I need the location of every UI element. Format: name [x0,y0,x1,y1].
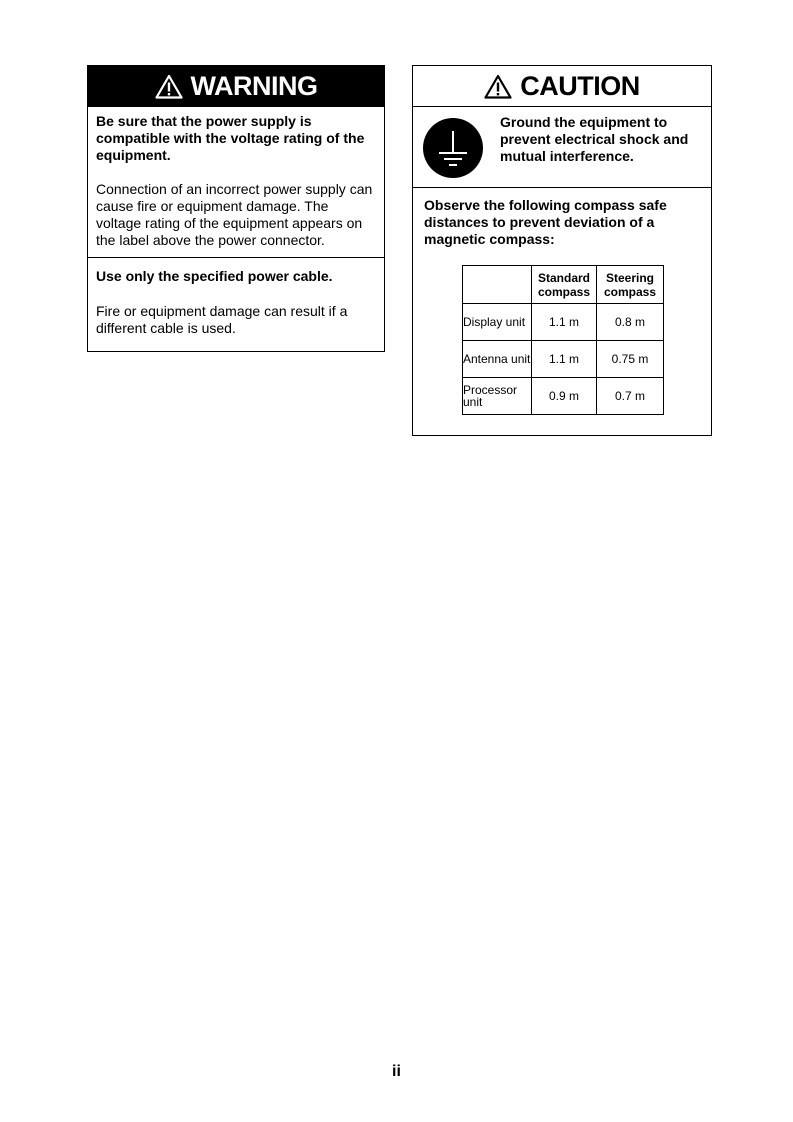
row-unit: Processor unit [463,378,532,415]
row-steering: 0.7 m [597,378,664,415]
ground-instruction: Ground the equipment to prevent electrical shock and mutual interference. [500,114,689,164]
compass-safe-distance-table [462,265,664,415]
ground-symbol-icon [423,118,483,178]
compass-intro: Observe the following compass safe distances to prevent deviation of a magnetic compass: [424,197,667,247]
caution-header [413,66,711,107]
warning-box [87,65,385,352]
table-header-standard: Standard compass [532,266,597,304]
row-standard: 1.1 m [532,341,597,378]
warning-title: WARNING [190,71,318,101]
warning-body-power-cable: Fire or equipment damage can result if a different cable is used. [96,303,348,336]
table-header-empty [463,266,532,304]
table-header-steering: Steering compass [597,266,664,304]
warning-triangle-icon [484,74,512,99]
warning-header [88,66,384,107]
caution-box [412,65,712,436]
row-unit: Display unit [463,304,532,341]
row-standard: 0.9 m [532,378,597,415]
row-steering: 0.8 m [597,304,664,341]
row-unit: Antenna unit [463,341,532,378]
warning-heading-power-cable: Use only the specified power cable. [96,268,333,284]
warning-section-power-supply [88,107,384,258]
warning-section-power-cable [88,258,384,337]
page-number: ii [392,1063,401,1080]
row-standard: 1.1 m [532,304,597,341]
caution-compass-section [413,188,711,248]
table-header-row [463,266,664,304]
caution-ground-section [413,107,711,188]
caution-title: CAUTION [520,70,640,101]
warning-body-power-supply: Connection of an incorrect power supply can cause fire or equipment damage. The voltage rating of the equipment appears on the label above the power connector. [96,181,373,248]
warning-triangle-icon [155,74,183,99]
warning-heading-power-supply: Be sure that the power supply is compatible with the voltage rating of the equipment. [96,113,365,163]
table-row [463,341,664,378]
row-steering: 0.75 m [597,341,664,378]
table-row [463,378,664,415]
table-row [463,304,664,341]
